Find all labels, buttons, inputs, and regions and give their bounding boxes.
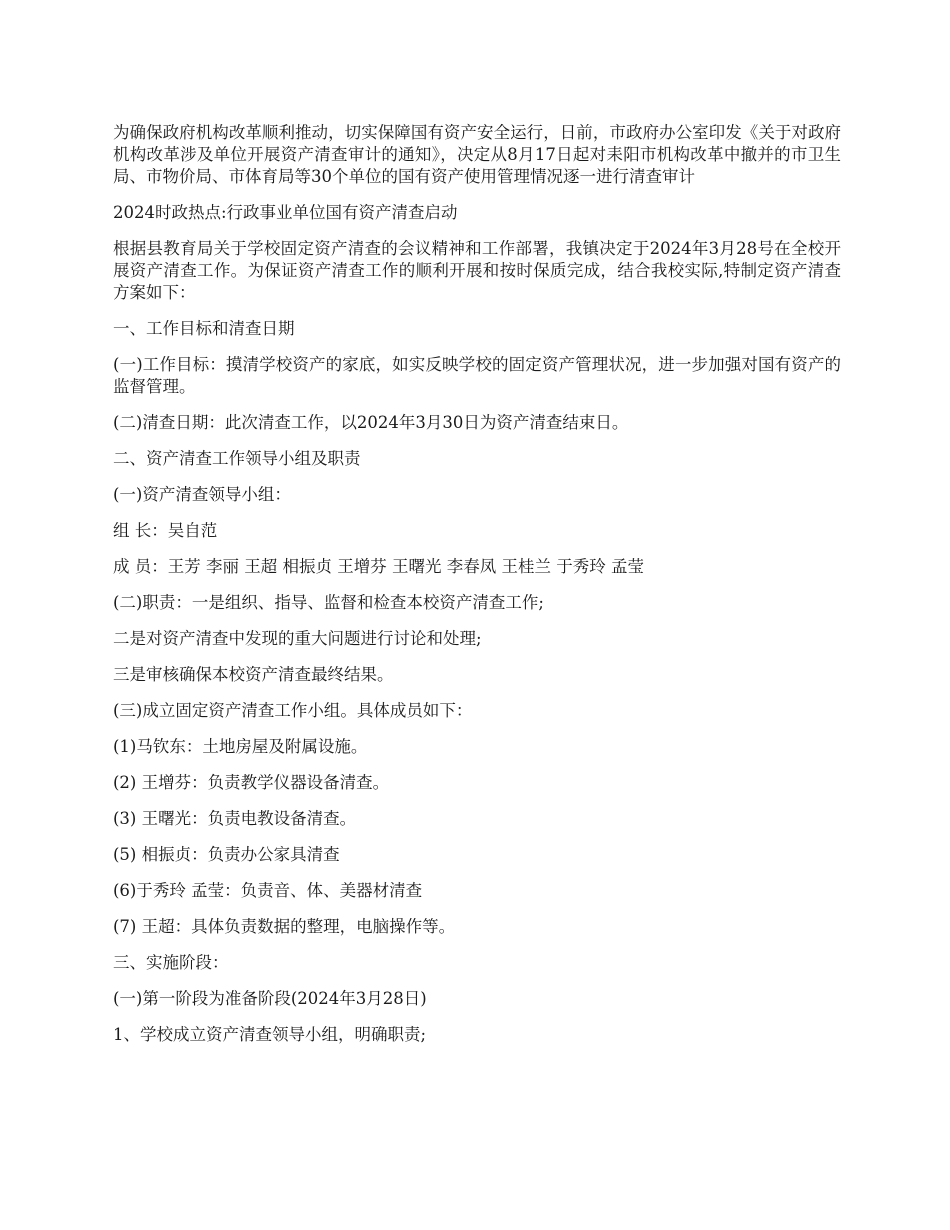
work-goal-paragraph: (一)工作目标：摸清学校资产的家底，如实反映学校的固定资产管理状况，进一步加强对国有资产的监督管理。 — [113, 355, 841, 396]
section-heading-3: 三、实施阶段： — [113, 953, 229, 972]
duty-line-3: 三是审核确保本校资产清查最终结果。 — [113, 665, 394, 684]
headline: 2024时政热点:行政事业单位国有资产清查启动 — [113, 203, 458, 222]
phase-1-heading: (一)第一阶段为准备阶段(2024年3月28日) — [113, 989, 427, 1008]
phase-1-step-1: 1、学校成立资产清查领导小组，明确职责; — [113, 1025, 427, 1044]
group-members-line: 成 员：王芳 李丽 王超 相振贞 王增芬 王曙光 李春凤 王桂兰 于秀玲 孟莹 — [113, 557, 644, 576]
document-body — [113, 122, 841, 1060]
assignment-item-5: (5) 相振贞：负责办公家具清查 — [113, 845, 340, 864]
assignment-item-3: (3) 王曙光：负责电教设备清查。 — [113, 809, 357, 828]
assignment-item-2: (2) 王增芬：负责教学仪器设备清查。 — [113, 773, 390, 792]
group-leader-line: 组 长：吴自范 — [113, 521, 218, 540]
working-group-heading: (三)成立固定资产清查工作小组。具体成员如下： — [113, 701, 473, 720]
assignment-item-6: (6)于秀玲 孟莹：负责音、体、美器材清查 — [113, 881, 423, 900]
section-heading-1: 一、工作目标和清查日期 — [113, 319, 295, 338]
intro-paragraph: 为确保政府机构改革顺利推动，切实保障国有资产安全运行，日前，市政府办公室印发《关于对政府机构改革涉及单位开展资产清查审计的通知》，决定从8月17日起对耒阳市机构改革中撤并的市卫生局、市物价局、市体育局等30个单位的国有资产使用管理情况逐一进行清查审计 — [113, 123, 841, 186]
leadership-group-heading: (一)资产清查领导小组： — [113, 485, 291, 504]
assignment-item-1: (1)马钦东：土地房屋及附属设施。 — [113, 737, 368, 756]
assignment-item-7: (7) 王超：具体负责数据的整理，电脑操作等。 — [113, 917, 456, 936]
duty-line-2: 二是对资产清查中发现的重大问题进行讨论和处理; — [113, 629, 482, 648]
inventory-date-paragraph: (二)清查日期：此次清查工作，以2024年3月30日为资产清查结束日。 — [113, 413, 629, 432]
duty-line-1: (二)职责：一是组织、指导、监督和检查本校资产清查工作; — [113, 593, 544, 612]
plan-intro-paragraph: 根据县教育局关于学校固定资产清查的会议精神和工作部署，我镇决定于2024年3月28号在全校开展资产清查工作。为保证资产清查工作的顺利开展和按时保质完成，结合我校实际,特制定资产清查方案如下： — [113, 239, 841, 302]
section-heading-2: 二、资产清查工作领导小组及职责 — [113, 449, 361, 468]
